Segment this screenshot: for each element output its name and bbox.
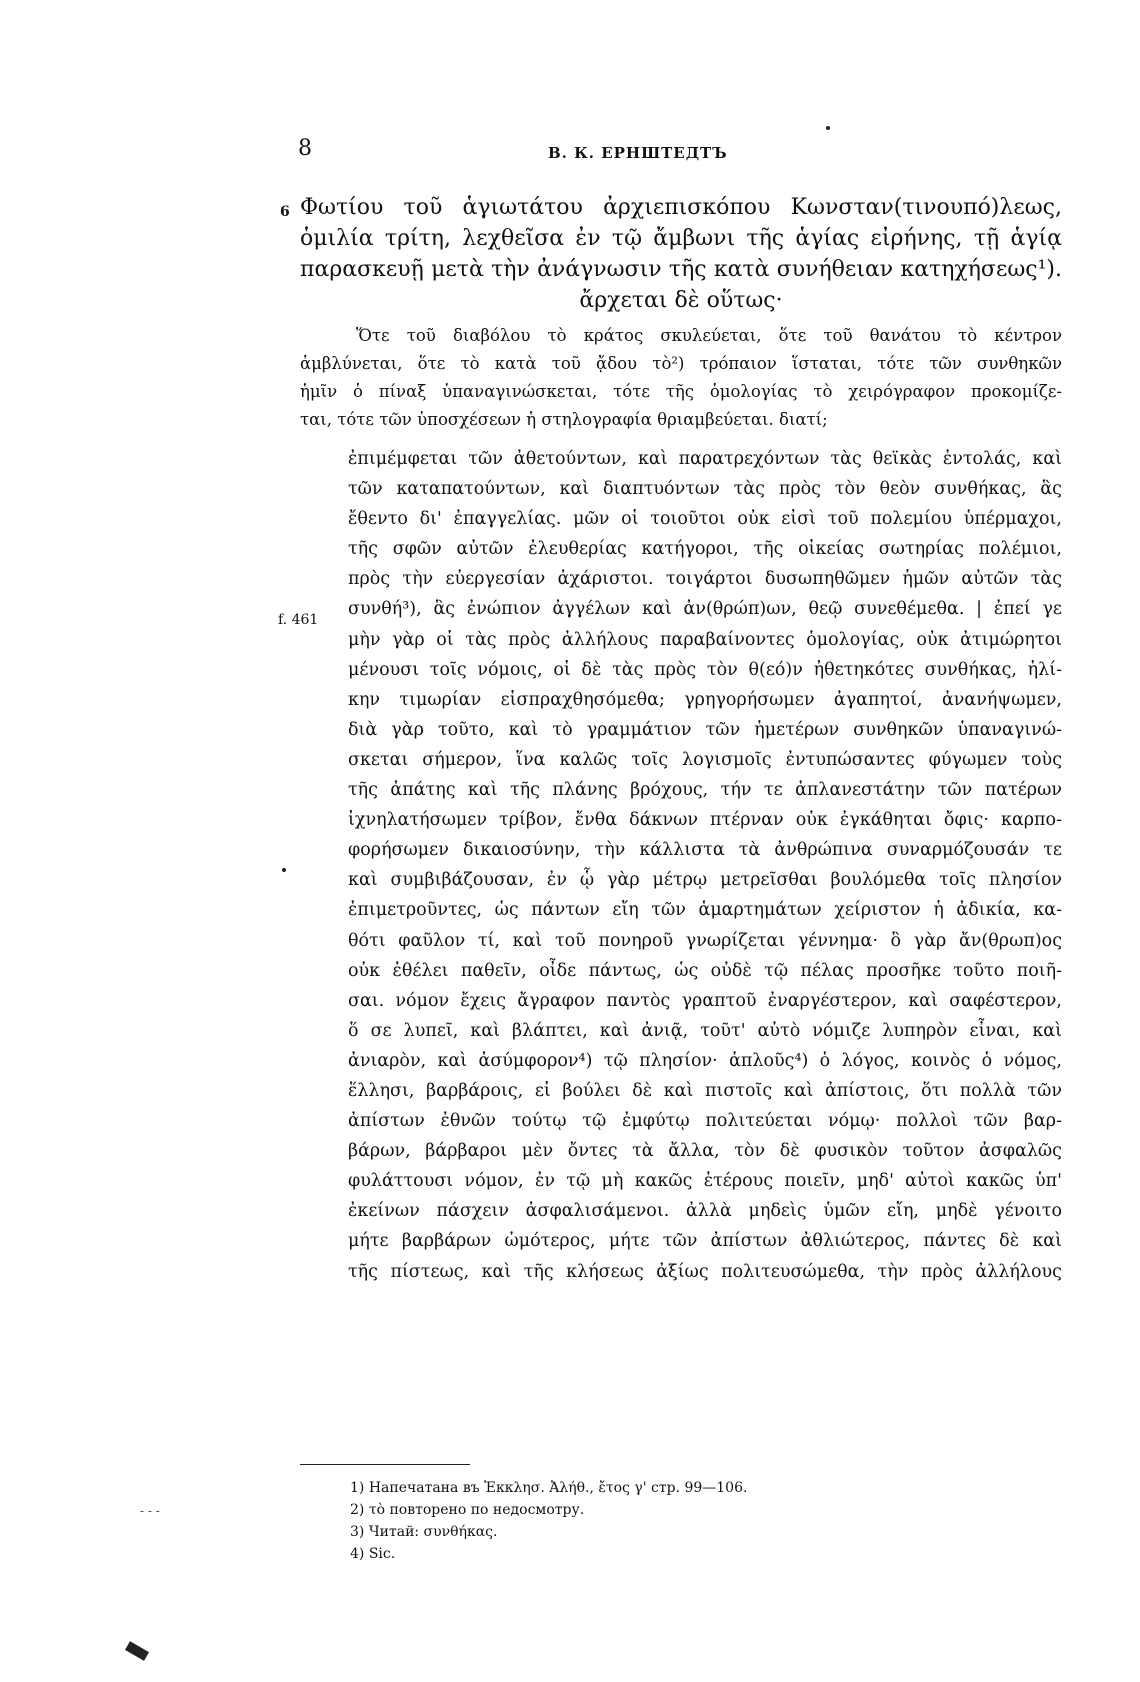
page-number: 8 (298, 136, 312, 161)
text-line: τῆς σφῶν αὐτῶν ἐλευθερίας κατήγοροι, τῆς οἰκείας σωτηρίας πολέμιοι, (348, 539, 1062, 560)
text-line: συνθή³), ἃς ἐνώπιον ἀγγέλων καὶ ἀν(θρώπ)ων, θεῷ συνεθέμεθα. | ἐπεί γε (348, 599, 1062, 620)
text-line: ἀπίστων ἐθνῶν τούτῳ τῷ ἐμφύτῳ πολιτεύεται νόμῳ· πολλοὶ τῶν βαρ- (348, 1111, 1062, 1132)
item-number: 6 (280, 204, 290, 220)
speck-mark (282, 868, 286, 872)
text-line: σκεται σήμερον, ἵνα καλῶς τοῖς λογισμοῖς ἐντυπώσαντες φύγωμεν τοὺς (348, 749, 1062, 770)
text-line: ἀνιαρὸν, καὶ ἀσύμφορον⁴) τῷ πλησίον· ἁπλοῦς⁴) ὁ λόγος, κοινὸς ὁ νόμος, (348, 1050, 1062, 1071)
text-line: μένουσι τοῖς νόμοις, οἱ δὲ τὰς πρὸς τὸν θ(εό)ν ἠθετηκότες συνθήκας, ἡλί- (348, 659, 1062, 680)
footnote: 3) Читай: συνθήκας. (350, 1524, 498, 1540)
intro-paragraph (300, 322, 1062, 434)
title-line: παρασκευῇ μετὰ τὴν ἀνάγνωσιν τῆς κατὰ συνήθειαν κατηχήσεως¹). (300, 257, 1062, 282)
text-line: διὰ γὰρ τοῦτο, καὶ τὸ γραμμάτιον τῶν ἡμετέρων συνθηκῶν ὑπαναγινώ- (348, 719, 1062, 740)
title-line: ὁμιλία τρίτη, λεχθεῖσα ἐν τῷ ἄμβωνι τῆς ἁγίας εἰρήνης, τῇ ἁγίᾳ (300, 226, 1062, 251)
text-line: τῆς πίστεως, καὶ τῆς κλήσεως ἀξίως πολιτευσώμεθα, τὴν πρὸς ἀλλήλους (348, 1261, 1062, 1282)
footnote: 4) Sic. (350, 1546, 396, 1562)
text-line: μήτε βαρβάρων ὠμότερος, μήτε τῶν ἀπίστων ἀθλιώτερος, πάντες δὲ καὶ (348, 1231, 1062, 1252)
footnote: 1) Напечатана въ Ἐκκλησ. Ἀλήθ., ἔτος γ' стр. 99—106. (350, 1480, 748, 1496)
text-line: ἕλλησι, βαρβάροις, εἰ βούλει δὲ καὶ πιστοῖς καὶ ἀπίστοις, ὅτι πολλὰ τῶν (348, 1080, 1062, 1101)
text-line: ται, τότε τῶν ὑποσχέσεων ἡ στηλογραφία θριαμβεύεται. διατί; (300, 410, 828, 429)
speck-mark (826, 126, 830, 130)
text-line: ἐπιμέμφεται τῶν ἀθετούντων, καὶ παρατρεχόντων τὰς θεϊκὰς ἐντολάς, καὶ (348, 449, 1062, 469)
text-line: βάρων, βάρβαροι μὲν ὄντες τὰ ἄλλα, τὸν δὲ φυσικὸν τοῦτον ἀσφαλῶς (348, 1141, 1062, 1162)
running-title: В. К. ЕРНШТЕДТЪ (548, 144, 728, 162)
title-line: Φωτίου τοῦ ἁγιωτάτου ἀρχιεπισκόπου Κωνσταν(τινουπό)λεως, (300, 195, 1062, 220)
text-line: φορήσωμεν δικαιοσύνην, τὴν κάλλιστα τὰ ἀνθρώπινα συναρμόζουσάν τε (348, 840, 1062, 861)
footnote-rule (300, 1464, 470, 1465)
text-line: μὴν γὰρ οἱ τὰς πρὸς ἀλλήλους παραβαίνοντες ὁμολογίας, οὐκ ἀτιμώρητοι (348, 629, 1062, 650)
text-line: ἡμῖν ὁ πίναξ ὑπαναγινώσκεται, τότε τῆς ὁμολογίας τὸ χειρόγραφον προκομίζε- (300, 382, 1062, 401)
text-line: πρὸς τὴν εὐεργεσίαν ἀχάριστοι. τοιγάρτοι δυσωπηθῶμεν ἡμῶν αὐτῶν τὰς (348, 569, 1062, 590)
text-line: σαι. νόμον ἔχεις ἄγραφον παντὸς γραπτοῦ ἐναργέστερον, καὶ σαφέστερον, (348, 990, 1062, 1011)
text-line: ἀμβλύνεται, ὅτε τὸ κατὰ τοῦ ᾄδου τὸ²) τρόπαιον ἵσταται, τότε τῶν συνθηκῶν (300, 354, 1062, 373)
title-line: ἄρχεται δὲ οὕτως· (579, 288, 783, 313)
main-text (348, 444, 1062, 1287)
text-line: ἰχνηλατήσωμεν τρίβον, ἔνθα δάκνων πτέρναν οὐκ ἐγκάθηται ὄφις· καρπο- (348, 810, 1062, 831)
homily-title (300, 192, 1062, 316)
text-line: οὐκ ἐθέλει παθεῖν, οἶδε πάντως, ὡς οὐδὲ τῷ πέλας προσῆκε τοῦτο ποιῆ- (348, 960, 1062, 981)
text-line: Ὅτε τοῦ διαβόλου τὸ κράτος σκυλεύεται, ὅτε τοῦ θανάτου τὸ κέντρον (356, 326, 1062, 345)
folio-marker: f. 461 (278, 612, 319, 628)
text-line: ὅ σε λυπεῖ, καὶ βλάπτει, καὶ ἀνιᾷ, τοῦτ' αὐτὸ νόμιζε λυπηρὸν εἶναι, καὶ (348, 1020, 1062, 1041)
text-line: καὶ συμβιβάζουσαν, ἐν ᾧ γὰρ μέτρῳ μετρεῖσθαι βουλόμεθα τοῖς πλησίον (348, 870, 1062, 891)
text-line: κην τιμωρίαν εἰσπραχθησόμεθα; γρηγορήσωμεν ἀγαπητοί, ἀνανήψωμεν, (348, 689, 1062, 710)
scan-mark (125, 1641, 149, 1661)
text-line: ἔθεντο δι' ἐπαγγελίας. μῶν οἱ τοιοῦτοι οὐκ εἰσὶ τοῦ πολεμίου ὑπέρμαχοι, (348, 509, 1062, 530)
text-line: τῶν καταπατούντων, καὶ διαπτυόντων τὰς πρὸς τὸν θεὸν συνθήκας, ἃς (348, 479, 1062, 500)
speck-mark: ‑ ‑ ‑ (140, 1504, 160, 1518)
text-line: φυλάττουσι νόμον, ἐν τῷ μὴ κακῶς ἑτέρους ποιεῖν, μηδ' αὐτοὶ κακῶς ὑπ' (348, 1171, 1062, 1192)
text-line: θότι φαῦλον τί, καὶ τοῦ πονηροῦ γνωρίζεται γέννημα· ὃ γὰρ ἄν(θρωπ)ος (348, 930, 1062, 951)
text-line: ἐκείνων πάσχειν ἀσφαλισάμενοι. ἀλλὰ μηδεὶς ὑμῶν εἴη, μηδὲ γένοιτο (348, 1201, 1062, 1222)
text-line: τῆς ἀπάτης καὶ τῆς πλάνης βρόχους, τήν τε ἀπλανεστάτην τῶν πατέρων (348, 780, 1062, 801)
text-line: ἐπιμετροῦντες, ὡς πάντων εἴη τῶν ἁμαρτημάτων χείριστον ἡ ἀδικία, κα- (348, 900, 1062, 921)
footnote: 2) τὸ повторено по недосмотру. (350, 1502, 585, 1518)
